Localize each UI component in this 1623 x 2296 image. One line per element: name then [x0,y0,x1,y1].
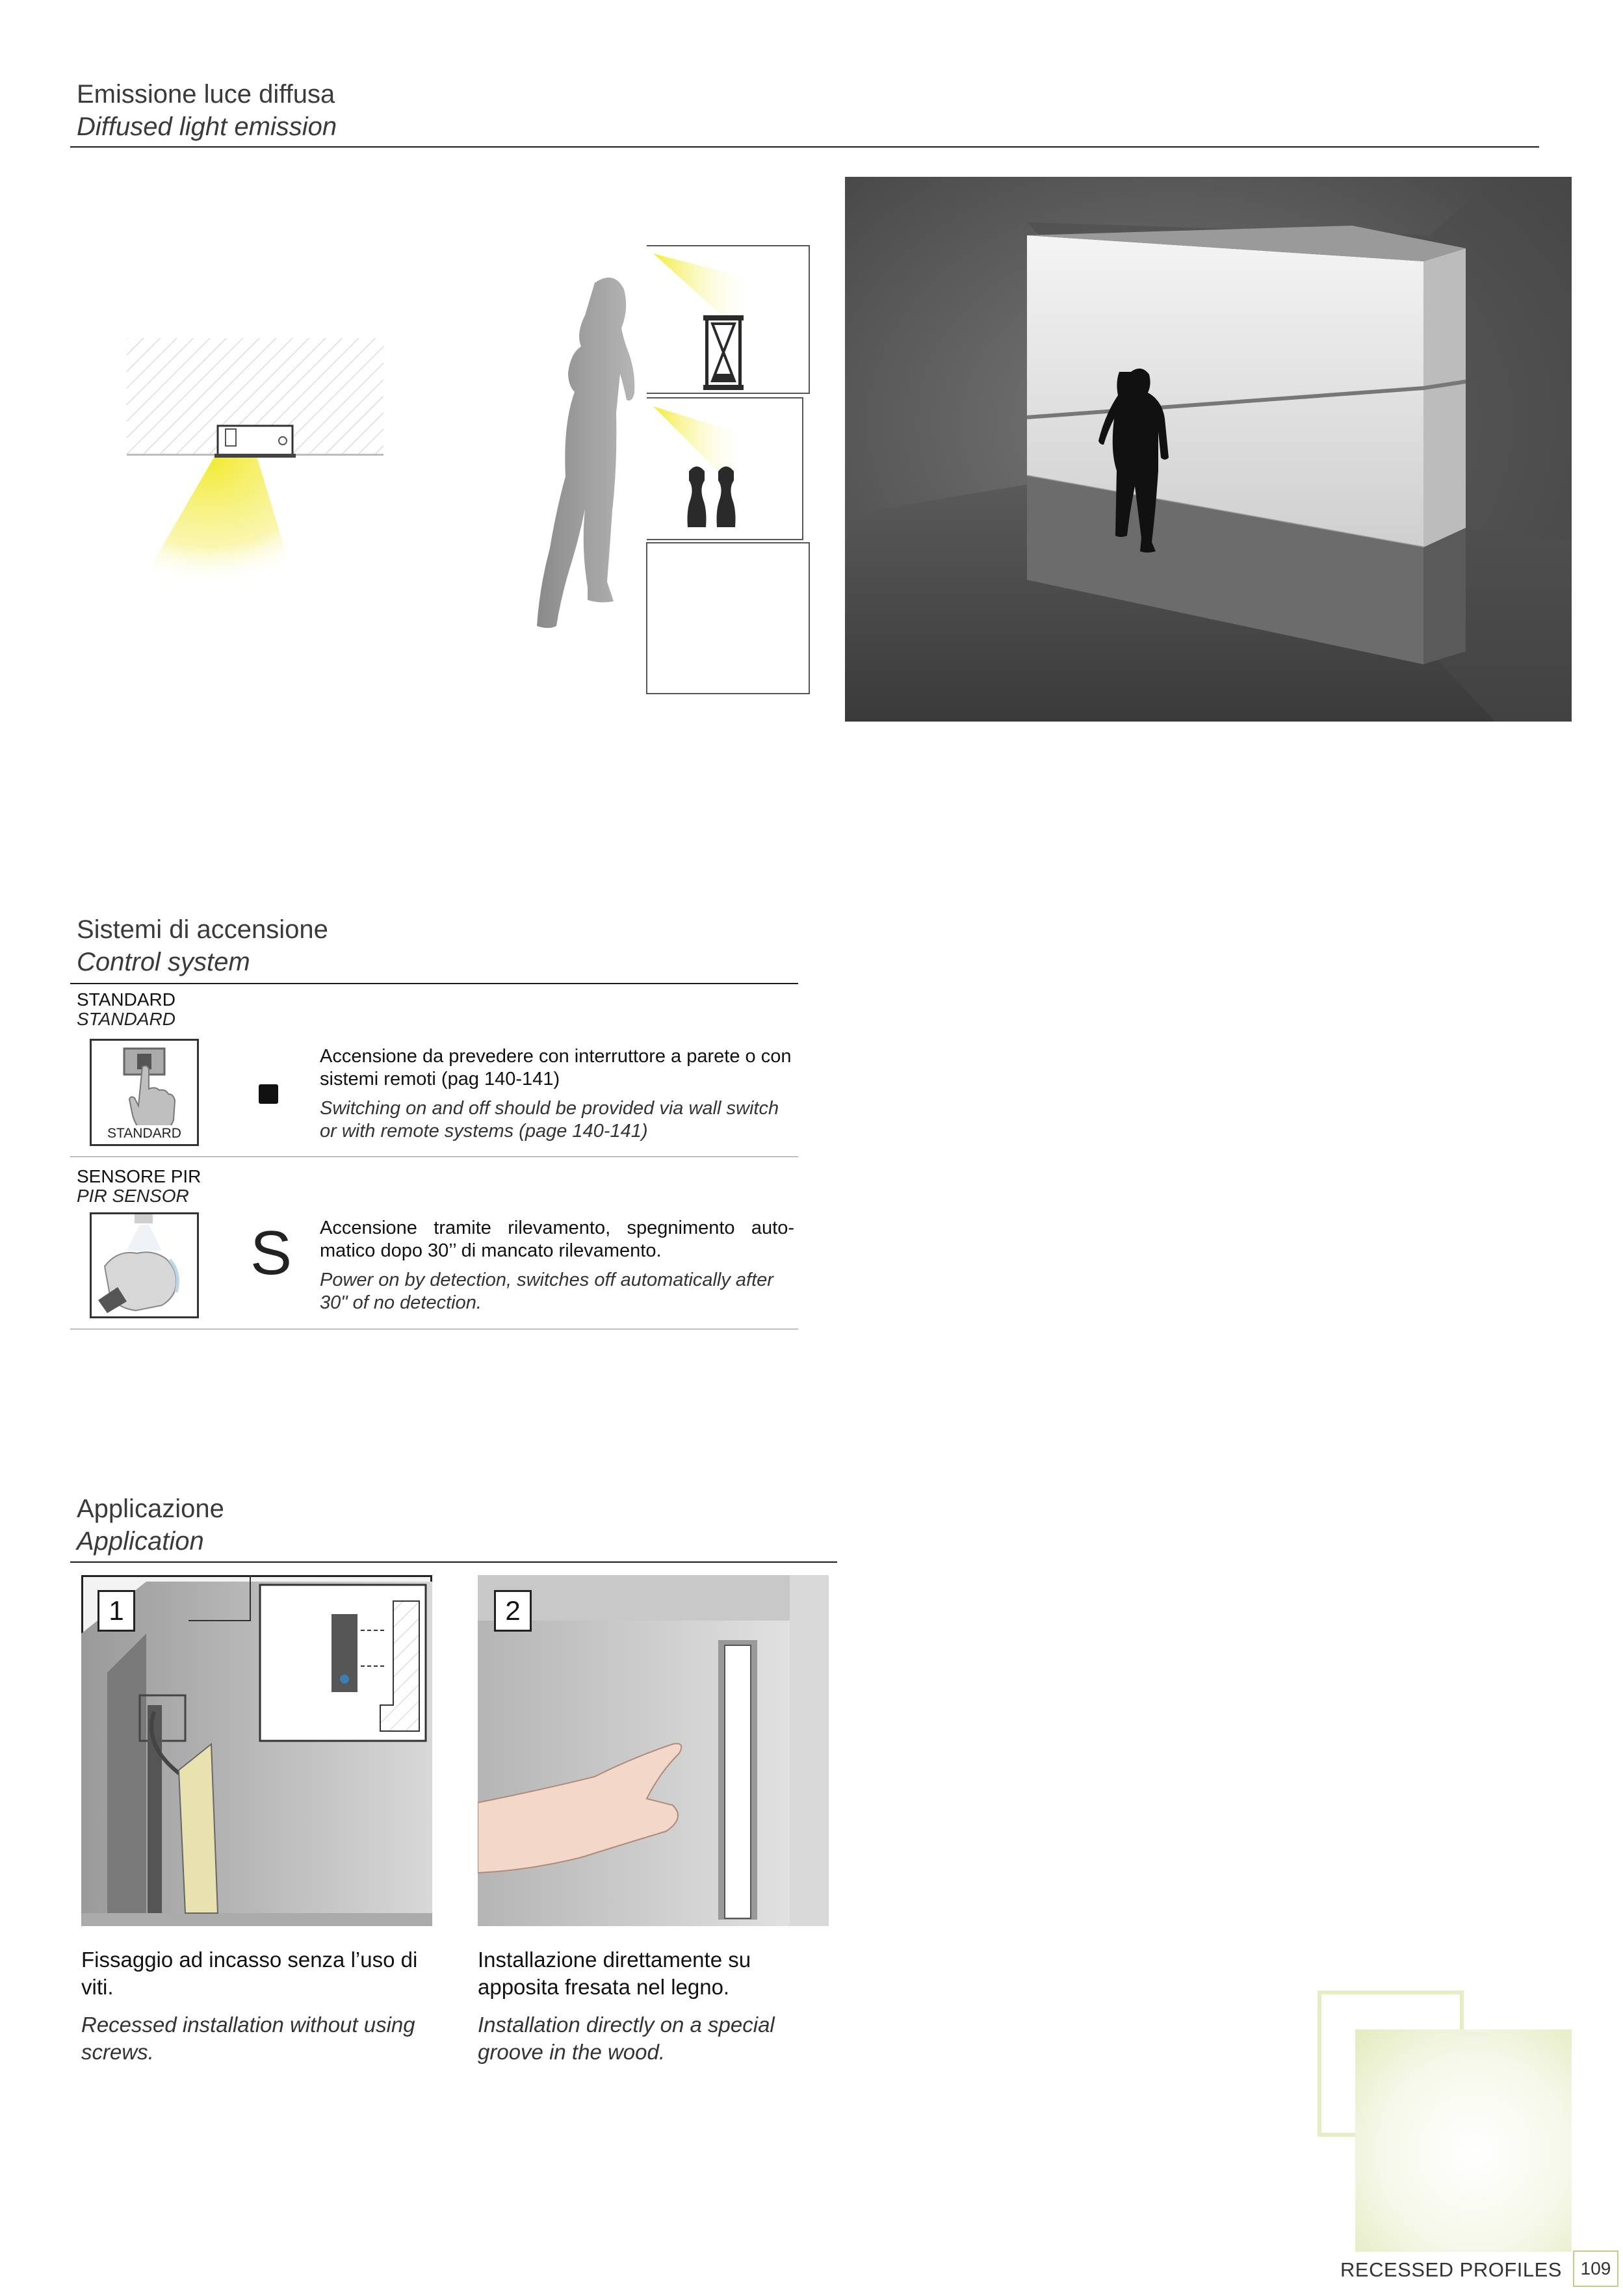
pir-sensor-icon [90,1212,199,1318]
pepper-mill-icon [688,467,736,528]
shelf-render-photo [845,177,1572,722]
pir-description [320,1217,794,1314]
application-title-en: Application [77,1527,204,1556]
pir-label-en: PIR SENSOR [77,1186,189,1206]
pir-desc-en: Power on by detection, switches off automatically after 30" of no detection. [320,1270,773,1313]
pir-symbol: S [250,1218,292,1288]
control-rule [70,983,798,984]
application-section-title [77,1493,224,1558]
pir-desc-it: Accensione tramite rilevamento, spegnimento auto-matico dopo 30’’ di mancato rilevamento. [320,1218,794,1261]
step1-text-en: Recessed installation without using screws. [81,2013,415,2064]
footer-page-number: 109 [1573,2250,1618,2287]
emission-rule [70,146,1539,148]
control-item-standard-label [77,990,175,1029]
step2-text-it: Installazione direttamente su apposita fresata nel legno. [478,1948,751,1999]
standard-desc-en: Switching on and off should be provided via wall switch or with remote systems (page 140-141) [320,1098,779,1141]
emission-title-en: Diffused light emission [77,112,337,141]
step2-number: 2 [494,1590,532,1632]
standard-label-en: STANDARD [77,1009,175,1029]
control-title-it: Sistemi di accensione [77,915,328,944]
standard-label-it: STANDARD [77,989,175,1010]
step2-text [478,1946,816,2066]
person-silhouette [537,278,634,628]
application-rule [70,1561,837,1563]
emission-section-title [77,78,337,143]
control-divider [70,1156,798,1157]
application-title-it: Applicazione [77,1494,224,1523]
person-shelf-diagram [455,241,819,696]
footer-section-name: RECESSED PROFILES [1340,2258,1562,2281]
decorative-frame-front [1355,2029,1572,2252]
control-title-en: Control system [77,948,250,976]
control-section-title [77,913,328,978]
control-item-pir-label [77,1167,201,1206]
standard-symbol-icon [259,1084,278,1104]
standard-description [320,1045,794,1143]
step1-number: 1 [97,1590,135,1632]
standard-switch-icon [90,1039,199,1146]
standard-desc-it: Accensione da prevedere con interruttore a parete o con sistemi remoti (pag 140-141) [320,1046,792,1089]
profile-section-drawing [127,338,387,585]
step2-text-en: Installation directly on a special groove in the wood. [478,2013,775,2064]
step1-text-it: Fissaggio ad incasso senza l’uso di viti. [81,1948,418,1999]
pir-label-it: SENSORE PIR [77,1166,201,1186]
standard-icon-caption: STANDARD [107,1126,181,1141]
step1-text [81,1946,419,2066]
emission-title-it: Emissione luce diffusa [77,80,335,109]
